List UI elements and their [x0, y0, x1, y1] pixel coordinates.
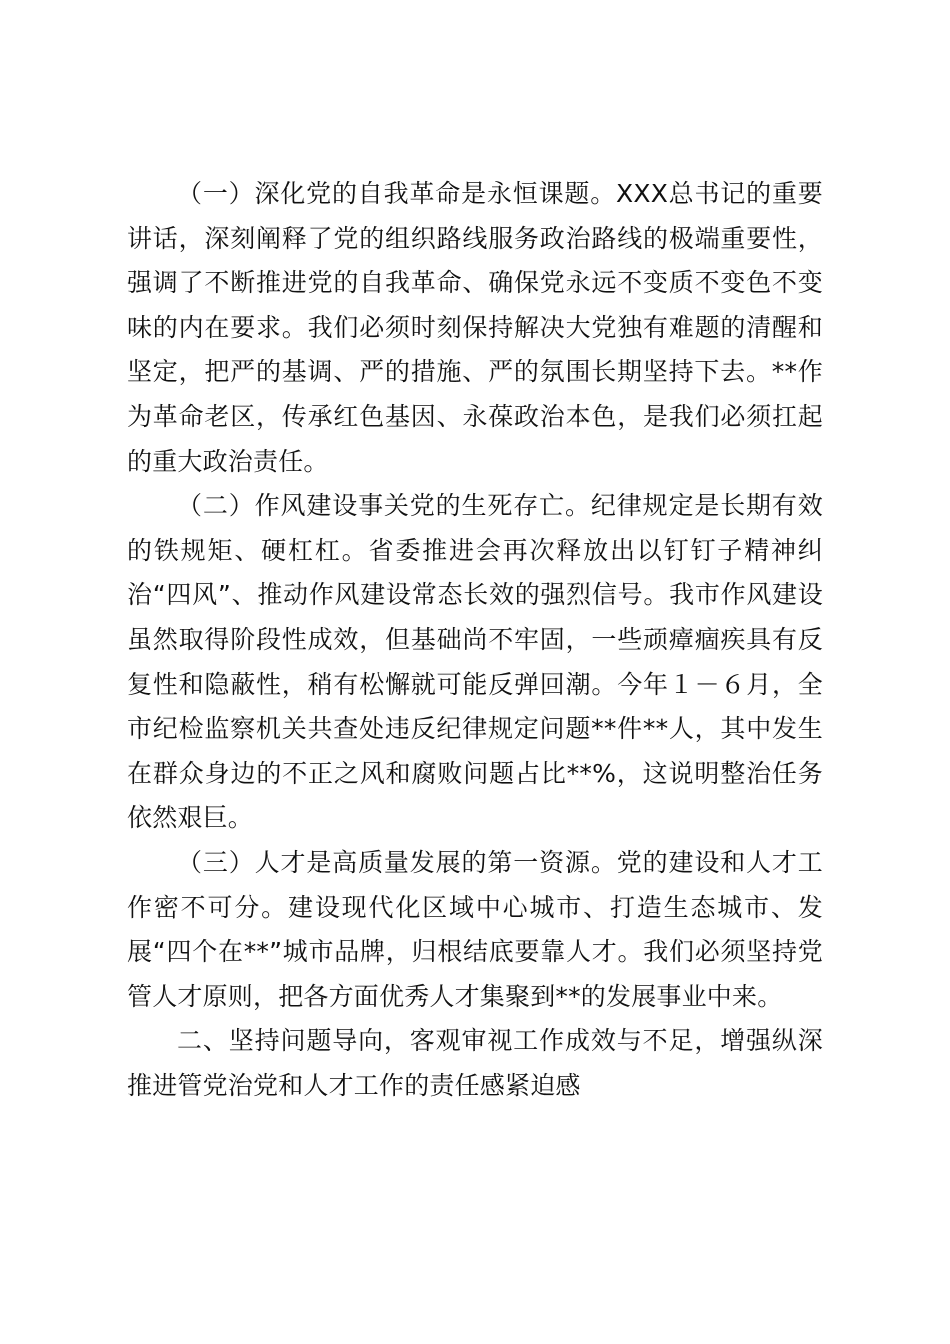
document-body: [127, 172, 823, 1108]
heading-section-two: 二、坚持问题导向，客观审视工作成效与不足，增强纵深推进管党治党和人才工作的责任感紧迫感: [127, 1026, 823, 1100]
paragraph-section-2: （二）作风建设事关党的生死存亡。纪律规定是长期有效的铁规矩、硬杠杠。省委推进会再次释放出以钉钉子精神纠治“四风”、推动作风建设常态长效的强烈信号。我市作风建设虽然取得阶段性成效，但基础尚不牢固，一些顽瘴痼疾具有反复性和隐蔽性，稍有松懈就可能反弹回潮。今年１－６月，全市纪检监察机关共查处违反纪律规定问题**件**人，其中发生在群众身边的不正之风和腐败问题占比**%，这说明整治任务依然艰巨。: [127, 491, 823, 833]
paragraph-section-1: （一）深化党的自我革命是永恒课题。XXX总书记的重要讲话，深刻阐释了党的组织路线服务政治路线的极端重要性，强调了不断推进党的自我革命、确保党永远不变质不变色不变味的内在要求。我们必须时刻保持解决大党独有难题的清醒和坚定，把严的基调、严的措施、严的氛围长期坚持下去。**作为革命老区，传承红色基因、永葆政治本色，是我们必须扛起的重大政治责任。: [127, 179, 823, 476]
paragraph-section-3: （三）人才是高质量发展的第一资源。党的建设和人才工作密不可分。建设现代化区域中心城市、打造生态城市、发展“四个在**”城市品牌，归根结底要靠人才。我们必须坚持党管人才原则，把各方面优秀人才集聚到**的发展事业中来。: [127, 847, 823, 1011]
